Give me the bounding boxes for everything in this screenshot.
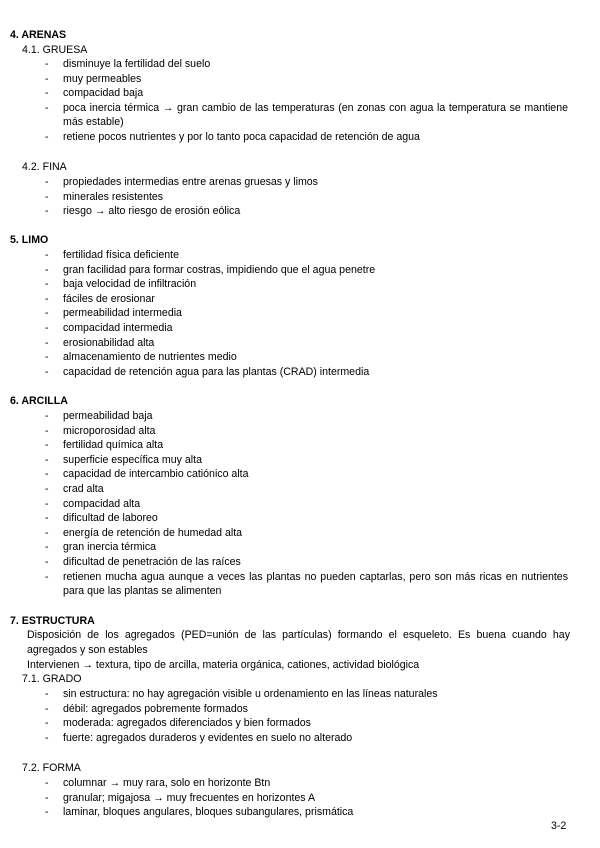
- list-item: - poca inercia térmica → gran cambio de las temperaturas (en zonas con agua la temperatura se mantiene más estable): [45, 101, 568, 129]
- list-item: - granular; migajosa → muy frecuentes en horizontes A: [45, 791, 316, 804]
- list-gruesa: [0, 57, 600, 145]
- list-item: - crad alta: [45, 482, 104, 495]
- list-forma: [0, 776, 600, 820]
- list-item: - dificultad de laboreo: [45, 512, 158, 525]
- list-item: - fáciles de erosionar: [45, 292, 155, 305]
- section-heading-arenas: 4. ARENAS: [10, 29, 67, 41]
- list-item: - capacidad de retención agua para las plantas (CRAD) intermedia: [45, 365, 370, 378]
- list-item: - minerales resistentes: [45, 190, 164, 203]
- list-item: - sin estructura: no hay agregación visible u ordenamiento en las líneas naturales: [45, 688, 438, 700]
- subsection-heading-fina: 4.2. FINA: [22, 161, 67, 173]
- list-item: - propiedades intermedias entre arenas gruesas y limos: [45, 176, 318, 188]
- list-item: - fuerte: agregados duraderos y evidentes en suelo no alterado: [45, 731, 353, 744]
- list-item: - almacenamiento de nutrientes medio: [45, 351, 237, 364]
- subsection-heading-forma: 7.2. FORMA: [22, 762, 81, 774]
- list-item: - baja velocidad de infiltración: [45, 278, 197, 291]
- list-item: - microporosidad alta: [45, 424, 156, 437]
- list-item: - retiene pocos nutrientes y por lo tanto poca capacidad de retención de agua: [45, 130, 420, 143]
- list-item: - superficie específica muy alta: [45, 453, 202, 466]
- list-limo: [0, 248, 600, 379]
- list-arcilla: [0, 409, 600, 599]
- estructura-intro: Disposición de los agregados (PED=unión de las partículas) formando el esqueleto. Es buena cuando hay agregados y son estables: [27, 629, 570, 656]
- list-item: - laminar, bloques angulares, bloques subangulares, prismática: [45, 806, 354, 819]
- list-item: - compacidad baja: [45, 87, 144, 100]
- list-item: - dificultad de penetración de las raíces: [45, 555, 241, 568]
- section-heading-estructura: 7. ESTRUCTURA: [10, 615, 95, 627]
- list-item: - capacidad de intercambio catiónico alta: [45, 468, 249, 481]
- list-item: - columnar → muy rara, solo en horizonte Btn: [45, 777, 271, 789]
- list-fina: [0, 175, 600, 219]
- list-item: - débil: agregados pobremente formados: [45, 702, 248, 715]
- list-item: - disminuye la fertilidad del suelo: [45, 58, 211, 70]
- list-item: - permeabilidad intermedia: [45, 307, 182, 320]
- section-heading-arcilla: 6. ARCILLA: [10, 395, 68, 407]
- section-heading-limo: 5. LIMO: [10, 234, 49, 246]
- subsection-heading-gruesa: 4.1. GRUESA: [22, 44, 88, 56]
- list-item: - gran inercia térmica: [45, 541, 157, 554]
- list-item: - fertilidad química alta: [45, 439, 164, 452]
- list-item: - moderada: agregados diferenciados y bien formados: [45, 717, 311, 730]
- list-item: - energía de retención de humedad alta: [45, 526, 243, 539]
- estructura-intervienen: Intervienen → textura, tipo de arcilla, materia orgánica, cationes, actividad biológica: [27, 659, 420, 671]
- list-item: - fertilidad física deficiente: [45, 249, 180, 261]
- list-item: - permeabilidad baja: [45, 410, 153, 422]
- list-item: - riesgo → alto riesgo de erosión eólica: [45, 205, 241, 218]
- list-item: - gran facilidad para formar costras, impidiendo que el agua penetre: [45, 263, 376, 276]
- list-item: - compacidad intermedia: [45, 321, 173, 334]
- list-item: - muy permeables: [45, 72, 142, 85]
- subsection-heading-grado: 7.1. GRADO: [22, 673, 82, 685]
- page-number: 3-2: [551, 820, 567, 832]
- list-item: - compacidad alta: [45, 497, 141, 510]
- list-grado: [0, 687, 600, 745]
- list-item: - erosionabilidad alta: [45, 336, 155, 349]
- list-item: - retienen mucha agua aunque a veces las plantas no pueden captarlas, pero son más ricas en nutrientes para que las plantas se alimenten: [45, 570, 568, 598]
